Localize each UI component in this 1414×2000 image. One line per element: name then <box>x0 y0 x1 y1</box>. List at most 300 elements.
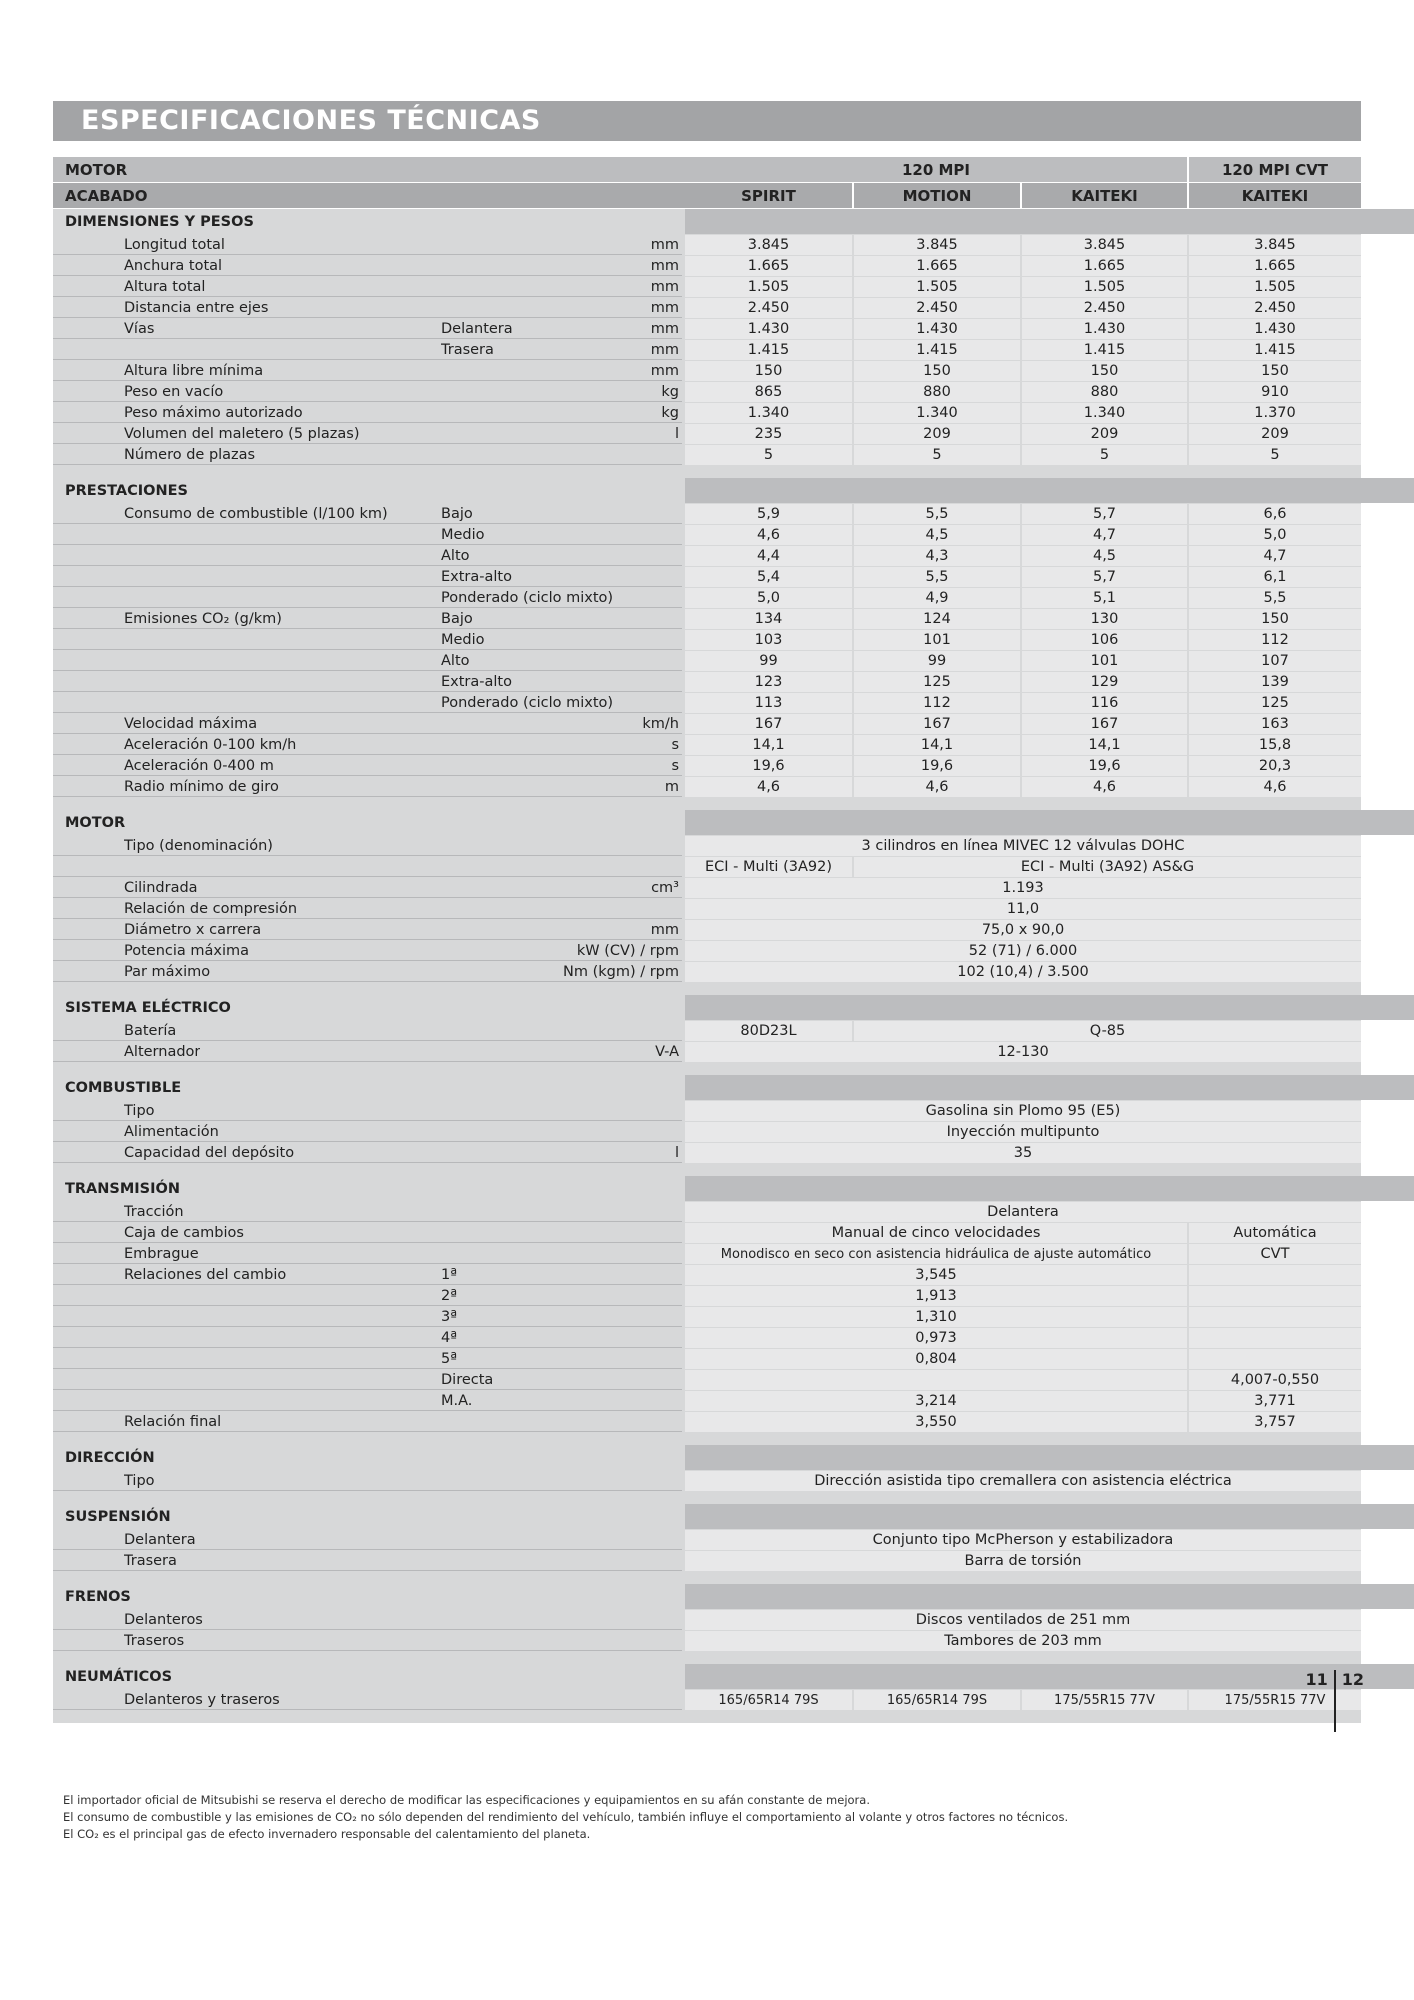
row-sublabel: Bajo <box>441 611 473 627</box>
section-title-row <box>53 1176 1361 1202</box>
spec-row <box>53 525 1361 546</box>
value-cell: 101 <box>854 630 1020 650</box>
spec-row <box>53 1610 1361 1631</box>
spec-row <box>53 714 1361 735</box>
row-sublabel: Ponderado (ciclo mixto) <box>441 695 614 711</box>
value-cell: 11,0 <box>685 899 1361 919</box>
section-title-band <box>685 1445 1414 1470</box>
section-title-row <box>53 1664 1361 1690</box>
value-cell: 19,6 <box>685 756 852 776</box>
section-spacer <box>53 983 1361 995</box>
spec-row <box>53 920 1361 941</box>
value-cell: 113 <box>685 693 852 713</box>
row-sublabel: Delantera <box>441 321 513 337</box>
value-cell: 880 <box>854 382 1020 402</box>
value-cell: 150 <box>1022 361 1187 381</box>
value-cell: 14,1 <box>685 735 852 755</box>
value-cell: 167 <box>854 714 1020 734</box>
value-cell: 99 <box>685 651 852 671</box>
value-cell: 1.505 <box>854 277 1020 297</box>
row-label: Aceleración 0-400 m <box>124 758 274 774</box>
row-sublabel: 2ª <box>441 1288 458 1304</box>
row-label: Consumo de combustible (l/100 km) <box>124 506 388 522</box>
footnote: El CO₂ es el principal gas de efecto invernadero responsable del calentamiento del planeta. <box>63 1827 591 1841</box>
value-cell: ECI - Multi (3A92) <box>685 857 852 877</box>
section-title-row <box>53 1504 1361 1530</box>
row-sublabel: Extra-alto <box>441 674 512 690</box>
row-unit: V-A <box>655 1044 679 1060</box>
value-cell: 4,5 <box>1022 546 1187 566</box>
value-cell: 150 <box>1189 361 1361 381</box>
row-label: Traseros <box>124 1633 185 1649</box>
row-label: Caja de cambios <box>124 1225 244 1241</box>
value-cell: 19,6 <box>854 756 1020 776</box>
row-unit: l <box>674 426 679 442</box>
value-cell: 14,1 <box>854 735 1020 755</box>
section-title-band <box>685 995 1414 1020</box>
row-label: Delanteros y traseros <box>124 1692 280 1708</box>
spec-row <box>53 1328 1361 1349</box>
value-cell: 4,6 <box>854 777 1020 797</box>
value-cell: 101 <box>1022 651 1187 671</box>
footnote: El importador oficial de Mitsubishi se reserva el derecho de modificar las especificaciones y equipamientos en su afán constante de mejora. <box>63 1793 870 1807</box>
value-cell: 175/55R15 77V <box>1022 1690 1187 1710</box>
value-cell: 1.505 <box>685 277 852 297</box>
row-unit: m <box>664 779 679 795</box>
value-cell: Monodisco en seco con asistencia hidráulica de ajuste automático <box>685 1244 1187 1264</box>
spec-row <box>53 1471 1361 1492</box>
section-spacer <box>53 466 1361 478</box>
value-cell: 3 cilindros en línea MIVEC 12 válvulas DOHC <box>685 836 1361 856</box>
value-cell: 3,214 <box>685 1391 1187 1411</box>
value-cell: 3.845 <box>685 235 852 255</box>
section-title: MOTOR <box>65 815 126 831</box>
value-cell: 125 <box>854 672 1020 692</box>
spec-row <box>53 277 1361 298</box>
value-cell: 4,4 <box>685 546 852 566</box>
section-7 <box>53 1504 1361 1584</box>
row-label: Vías <box>124 321 155 337</box>
value-cell: Automática <box>1189 1223 1361 1243</box>
row-label: Tipo (denominación) <box>124 838 273 854</box>
value-cell: 2.450 <box>854 298 1020 318</box>
row-label-bg <box>53 567 682 587</box>
row-label: Delantera <box>124 1532 196 1548</box>
spec-row <box>53 1530 1361 1551</box>
value-cell: 5 <box>685 445 852 465</box>
row-label: Distancia entre ejes <box>124 300 269 316</box>
row-label: Peso máximo autorizado <box>124 405 303 421</box>
row-unit: cm³ <box>651 880 679 896</box>
row-label-bg <box>53 525 682 545</box>
title-bar <box>53 101 1361 141</box>
value-cell: 880 <box>1022 382 1187 402</box>
value-cell: 150 <box>1189 609 1361 629</box>
value-cell <box>685 1370 1187 1390</box>
section-spacer <box>53 1063 1361 1075</box>
value-cell: 99 <box>854 651 1020 671</box>
value-cell: CVT <box>1189 1244 1361 1264</box>
value-cell: 20,3 <box>1189 756 1361 776</box>
spec-row <box>53 693 1361 714</box>
section-title: SISTEMA ELÉCTRICO <box>65 1000 231 1016</box>
spec-row <box>53 588 1361 609</box>
row-label-bg <box>53 340 682 360</box>
row-label: Altura libre mínima <box>124 363 264 379</box>
motor-group-1: 120 MPI <box>685 157 1187 182</box>
section-title-band <box>685 209 1414 234</box>
value-cell: 1.430 <box>685 319 852 339</box>
spec-row <box>53 1244 1361 1265</box>
section-title-band <box>685 1504 1414 1529</box>
row-label-bg <box>53 1349 682 1369</box>
spec-row <box>53 1021 1361 1042</box>
value-cell <box>1189 1307 1361 1327</box>
value-cell: 1.340 <box>854 403 1020 423</box>
spec-row <box>53 672 1361 693</box>
row-label: Batería <box>124 1023 177 1039</box>
spec-row <box>53 298 1361 319</box>
section-title-row <box>53 810 1361 836</box>
value-cell: 5 <box>854 445 1020 465</box>
motor-group-2: 120 MPI CVT <box>1189 157 1361 182</box>
value-cell: 6,6 <box>1189 504 1361 524</box>
value-cell: 165/65R14 79S <box>854 1690 1020 1710</box>
row-label: Velocidad máxima <box>124 716 258 732</box>
value-cell: 3,550 <box>685 1412 1187 1432</box>
row-unit: s <box>671 737 679 753</box>
spec-row <box>53 1042 1361 1063</box>
value-cell: 4,7 <box>1189 546 1361 566</box>
row-unit: s <box>671 758 679 774</box>
value-cell: 1.415 <box>1189 340 1361 360</box>
spec-row <box>53 756 1361 777</box>
row-unit: kW (CV) / rpm <box>576 943 679 959</box>
spec-row <box>53 630 1361 651</box>
spec-row <box>53 1286 1361 1307</box>
value-cell: 1.430 <box>854 319 1020 339</box>
row-sublabel: Medio <box>441 527 485 543</box>
value-cell: 1.415 <box>685 340 852 360</box>
row-sublabel: Alto <box>441 548 470 564</box>
row-label: Capacidad del depósito <box>124 1145 295 1161</box>
trim-2: KAITEKI <box>1022 183 1187 208</box>
value-cell: 5,0 <box>1189 525 1361 545</box>
row-label: Potencia máxima <box>124 943 250 959</box>
row-label: Diámetro x carrera <box>124 922 262 938</box>
spec-row <box>53 1265 1361 1286</box>
value-cell: 1.340 <box>685 403 852 423</box>
section-spacer <box>53 1711 1361 1723</box>
section-8 <box>53 1584 1361 1664</box>
row-sublabel: 1ª <box>441 1267 458 1283</box>
value-cell: 1.665 <box>1189 256 1361 276</box>
spec-row <box>53 1551 1361 1572</box>
value-cell: 1.415 <box>1022 340 1187 360</box>
spec-row <box>53 1631 1361 1652</box>
value-cell: Tambores de 203 mm <box>685 1631 1361 1651</box>
value-cell: 163 <box>1189 714 1361 734</box>
section-spacer <box>53 1652 1361 1664</box>
value-cell: 14,1 <box>1022 735 1187 755</box>
row-label: Tipo <box>124 1103 155 1119</box>
value-cell: 1.665 <box>854 256 1020 276</box>
value-cell: 209 <box>1189 424 1361 444</box>
value-cell: 209 <box>854 424 1020 444</box>
section-title-band <box>685 478 1414 503</box>
value-cell: 175/55R15 77V <box>1189 1690 1361 1710</box>
spec-row <box>53 735 1361 756</box>
value-cell: Discos ventilados de 251 mm <box>685 1610 1361 1630</box>
header-row-motor <box>53 157 1361 183</box>
page-numbers <box>1305 1670 1364 1732</box>
spec-row <box>53 1349 1361 1370</box>
value-cell: 1.665 <box>1022 256 1187 276</box>
value-cell: 5,1 <box>1022 588 1187 608</box>
spec-row <box>53 609 1361 630</box>
row-label: Cilindrada <box>124 880 198 896</box>
row-label: Alternador <box>124 1044 201 1060</box>
section-title-row <box>53 995 1361 1021</box>
spec-row <box>53 340 1361 361</box>
row-sublabel: Medio <box>441 632 485 648</box>
section-spacer <box>53 1433 1361 1445</box>
row-label-bg <box>53 1307 682 1327</box>
value-cell: 4,5 <box>854 525 1020 545</box>
page-divider <box>1334 1670 1336 1732</box>
row-label: Delanteros <box>124 1612 203 1628</box>
value-cell: 124 <box>854 609 1020 629</box>
row-label: Peso en vacío <box>124 384 224 400</box>
value-cell: 5,5 <box>854 504 1020 524</box>
section-spacer <box>53 798 1361 810</box>
row-label-bg <box>53 546 682 566</box>
row-unit: Nm (kgm) / rpm <box>562 964 679 980</box>
row-label: Relación de compresión <box>124 901 298 917</box>
section-title: NEUMÁTICOS <box>65 1669 173 1685</box>
spec-row <box>53 857 1361 878</box>
value-cell: 102 (10,4) / 3.500 <box>685 962 1361 982</box>
row-sublabel: Bajo <box>441 506 473 522</box>
section-title-row <box>53 209 1361 235</box>
section-4 <box>53 1075 1361 1176</box>
header-row-acabado <box>53 183 1361 209</box>
row-sublabel: M.A. <box>441 1393 473 1409</box>
value-cell: 167 <box>1022 714 1187 734</box>
value-cell: 4,6 <box>685 525 852 545</box>
value-cell: 235 <box>685 424 852 444</box>
section-title-row <box>53 1445 1361 1471</box>
value-cell: 5,7 <box>1022 567 1187 587</box>
section-title: COMBUSTIBLE <box>65 1080 182 1096</box>
value-cell: 209 <box>1022 424 1187 444</box>
spec-row <box>53 1122 1361 1143</box>
row-unit: l <box>674 1145 679 1161</box>
value-cell: 0,804 <box>685 1349 1187 1369</box>
value-cell: 103 <box>685 630 852 650</box>
section-title: DIMENSIONES Y PESOS <box>65 214 254 230</box>
value-cell: 112 <box>854 693 1020 713</box>
row-label: Alimentación <box>124 1124 219 1140</box>
section-9 <box>53 1664 1361 1723</box>
value-cell <box>1189 1265 1361 1285</box>
row-label: Aceleración 0-100 km/h <box>124 737 297 753</box>
row-label: Emisiones CO₂ (g/km) <box>124 611 282 627</box>
row-sublabel: Extra-alto <box>441 569 512 585</box>
value-cell: 167 <box>685 714 852 734</box>
value-cell: 1.340 <box>1022 403 1187 423</box>
value-cell: 3,545 <box>685 1265 1187 1285</box>
row-label-bg <box>53 1370 682 1390</box>
row-label: Altura total <box>124 279 206 295</box>
value-cell: 2.450 <box>685 298 852 318</box>
acabado-label: ACABADO <box>53 183 694 208</box>
row-sublabel: 3ª <box>441 1309 458 1325</box>
row-label-bg <box>53 672 682 692</box>
section-2 <box>53 810 1361 995</box>
spec-table <box>53 157 1361 1723</box>
row-label: Tracción <box>124 1204 184 1220</box>
row-unit: mm <box>650 279 679 295</box>
row-sublabel: Trasera <box>441 342 494 358</box>
spec-row <box>53 1223 1361 1244</box>
value-cell: 4,6 <box>685 777 852 797</box>
row-label: Anchura total <box>124 258 223 274</box>
row-label-bg <box>53 857 682 877</box>
value-cell: 5,7 <box>1022 504 1187 524</box>
value-cell: Conjunto tipo McPherson y estabilizadora <box>685 1530 1361 1550</box>
value-cell: 1.415 <box>854 340 1020 360</box>
value-cell: 107 <box>1189 651 1361 671</box>
section-title-band <box>685 1075 1414 1100</box>
value-cell: 150 <box>685 361 852 381</box>
value-cell: 125 <box>1189 693 1361 713</box>
value-cell: 4,9 <box>854 588 1020 608</box>
spec-row <box>53 1202 1361 1223</box>
spec-row <box>53 941 1361 962</box>
value-cell: 123 <box>685 672 852 692</box>
trim-3: KAITEKI <box>1189 183 1361 208</box>
value-cell: 4,6 <box>1022 777 1187 797</box>
value-cell: 35 <box>685 1143 1361 1163</box>
spec-row <box>53 235 1361 256</box>
section-title-band <box>685 810 1414 835</box>
row-label: Relación final <box>124 1414 222 1430</box>
value-cell: 129 <box>1022 672 1187 692</box>
section-title: SUSPENSIÓN <box>65 1509 171 1525</box>
value-cell: 4,007-0,550 <box>1189 1370 1361 1390</box>
trim-0: SPIRIT <box>685 183 852 208</box>
value-cell: 12-130 <box>685 1042 1361 1062</box>
value-cell: 1.505 <box>1189 277 1361 297</box>
row-unit: kg <box>661 405 679 421</box>
row-label-bg <box>53 630 682 650</box>
row-label: Radio mínimo de giro <box>124 779 279 795</box>
value-cell: 3.845 <box>1189 235 1361 255</box>
footnotes <box>63 1792 1068 1843</box>
spec-row <box>53 899 1361 920</box>
value-cell: 52 (71) / 6.000 <box>685 941 1361 961</box>
section-1 <box>53 478 1361 810</box>
spec-row <box>53 1101 1361 1122</box>
spec-row <box>53 256 1361 277</box>
page-title: ESPECIFICACIONES TÉCNICAS <box>81 105 541 136</box>
value-cell: 2.450 <box>1022 298 1187 318</box>
spec-row <box>53 651 1361 672</box>
row-label: Relaciones del cambio <box>124 1267 287 1283</box>
value-cell: 80D23L <box>685 1021 852 1041</box>
value-cell: 910 <box>1189 382 1361 402</box>
spec-row <box>53 424 1361 445</box>
row-unit: mm <box>650 363 679 379</box>
row-label: Número de plazas <box>124 447 256 463</box>
row-sublabel: Alto <box>441 653 470 669</box>
row-unit: mm <box>650 342 679 358</box>
spec-row <box>53 567 1361 588</box>
row-label: Volumen del maletero (5 plazas) <box>124 426 360 442</box>
value-cell: 4,7 <box>1022 525 1187 545</box>
row-unit: mm <box>650 321 679 337</box>
spec-row <box>53 962 1361 983</box>
value-cell: 5,4 <box>685 567 852 587</box>
value-cell: 15,8 <box>1189 735 1361 755</box>
spec-row <box>53 1370 1361 1391</box>
value-cell: Gasolina sin Plomo 95 (E5) <box>685 1101 1361 1121</box>
row-label-bg <box>53 1286 682 1306</box>
spec-row <box>53 546 1361 567</box>
row-sublabel: Directa <box>441 1372 494 1388</box>
value-cell: 1,913 <box>685 1286 1187 1306</box>
value-cell <box>1189 1328 1361 1348</box>
value-cell: 130 <box>1022 609 1187 629</box>
section-3 <box>53 995 1361 1075</box>
footnote: El consumo de combustible y las emisiones de CO₂ no sólo dependen del rendimiento del vehículo, también influye el comportamiento al volante y otros factores no técnicos. <box>63 1810 1069 1824</box>
spec-row <box>53 1391 1361 1412</box>
section-title-band <box>685 1584 1414 1609</box>
row-unit: mm <box>650 300 679 316</box>
spec-row <box>53 403 1361 424</box>
row-label: Tipo <box>124 1473 155 1489</box>
value-cell: Delantera <box>685 1202 1361 1222</box>
value-cell: 165/65R14 79S <box>685 1690 852 1710</box>
row-label: Par máximo <box>124 964 211 980</box>
spec-row <box>53 319 1361 340</box>
section-6 <box>53 1445 1361 1504</box>
section-5 <box>53 1176 1361 1445</box>
section-0 <box>53 209 1361 478</box>
row-label: Longitud total <box>124 237 225 253</box>
row-unit: mm <box>650 922 679 938</box>
value-cell: Dirección asistida tipo cremallera con asistencia eléctrica <box>685 1471 1361 1491</box>
value-cell: 5 <box>1189 445 1361 465</box>
section-title-row <box>53 1075 1361 1101</box>
spec-row <box>53 836 1361 857</box>
value-cell: 116 <box>1022 693 1187 713</box>
value-cell: 75,0 x 90,0 <box>685 920 1361 940</box>
row-label-bg <box>53 1391 682 1411</box>
row-sublabel: 4ª <box>441 1330 458 1346</box>
value-cell: 5 <box>1022 445 1187 465</box>
value-cell: Barra de torsión <box>685 1551 1361 1571</box>
row-label: Trasera <box>124 1553 177 1569</box>
value-cell: Q-85 <box>854 1021 1361 1041</box>
value-cell: 1,310 <box>685 1307 1187 1327</box>
row-sublabel: 5ª <box>441 1351 458 1367</box>
page-number-right: 12 <box>1341 1670 1364 1689</box>
value-cell: 1.505 <box>1022 277 1187 297</box>
value-cell: 150 <box>854 361 1020 381</box>
spec-row <box>53 878 1361 899</box>
